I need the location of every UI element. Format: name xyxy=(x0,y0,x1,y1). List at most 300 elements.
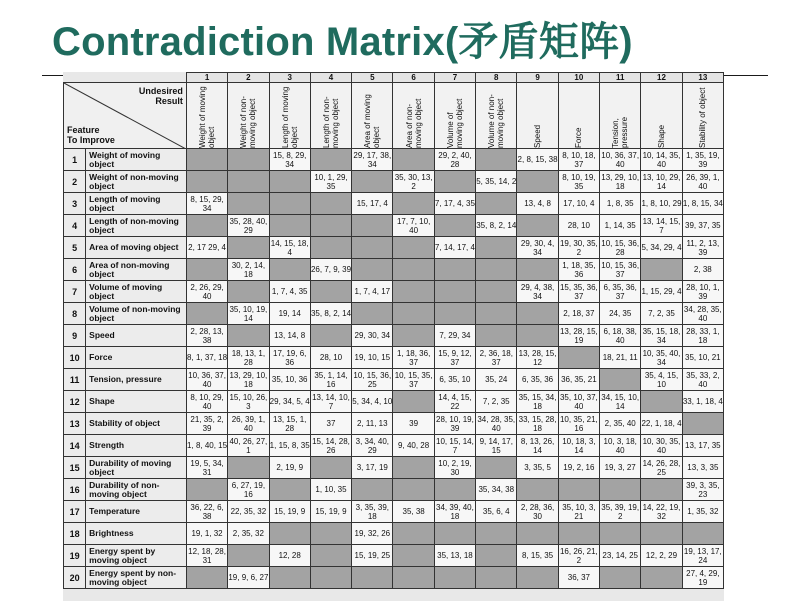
matrix-cell-empty xyxy=(310,523,351,545)
matrix-cell-empty xyxy=(434,259,475,281)
matrix-cell: 10, 15, 35, 37 xyxy=(394,370,433,389)
matrix-cell: 15, 17, 4 xyxy=(352,193,393,215)
matrix-cell-empty xyxy=(641,523,682,545)
matrix-cell: 2, 17 29, 4 xyxy=(186,237,227,259)
matrix-cell: 10, 15, 36, 25 xyxy=(353,370,392,389)
row-number: 5 xyxy=(64,237,86,259)
matrix-cell: 1, 18, 36, 37 xyxy=(393,347,434,369)
matrix-row xyxy=(64,501,724,523)
row-number: 20 xyxy=(64,567,86,589)
matrix-cell: 13, 3, 35 xyxy=(682,457,723,479)
matrix-cell: 26, 7, 9, 39 xyxy=(310,259,351,281)
matrix-cell: 10, 35, 40, 34 xyxy=(642,348,681,367)
matrix-cell: 15, 19, 9 xyxy=(310,501,351,523)
matrix-cell-empty xyxy=(434,567,475,589)
matrix-cell-empty xyxy=(434,479,475,501)
matrix-corner-header xyxy=(64,83,187,149)
matrix-cell: 16, 26, 21, 2 xyxy=(559,546,598,565)
matrix-cell: 39, 37, 35 xyxy=(682,215,723,237)
matrix-cell: 35, 15, 18, 34 xyxy=(642,326,681,345)
row-feature-label: Tension, pressure xyxy=(86,369,187,391)
matrix-cell-empty xyxy=(393,325,434,347)
matrix-cell: 5, 34, 4, 10 xyxy=(352,391,393,413)
matrix-cell: 35, 30, 13, 2 xyxy=(394,172,433,191)
row-number: 18 xyxy=(64,523,86,545)
matrix-cell: 1, 8, 10, 29 xyxy=(641,193,682,215)
matrix-cell: 17, 7, 10, 40 xyxy=(393,215,434,237)
row-feature-label: Shape xyxy=(86,391,187,413)
row-number: 1 xyxy=(64,149,86,171)
matrix-cell: 5, 35, 14, 2 xyxy=(476,171,517,193)
matrix-cell: 1, 15, 29, 4 xyxy=(641,281,682,303)
matrix-cell-empty xyxy=(310,545,351,567)
matrix-cell: 2, 28, 36, 30 xyxy=(517,501,558,523)
matrix-cell-empty xyxy=(352,215,393,237)
matrix-cell: 8, 10, 19, 35 xyxy=(558,171,599,193)
matrix-cell-empty xyxy=(434,215,475,237)
row-feature-label: Area of non-moving object xyxy=(86,259,187,281)
column-number: 8 xyxy=(476,73,517,83)
column-number: 5 xyxy=(352,73,393,83)
matrix-cell-empty xyxy=(641,479,682,501)
matrix-cell: 2, 11, 13 xyxy=(352,413,393,435)
matrix-cell-empty xyxy=(393,391,434,413)
row-number: 14 xyxy=(64,435,86,457)
matrix-cell: 28, 10 xyxy=(558,215,599,237)
column-header-label: Stability of object xyxy=(698,87,708,148)
matrix-cell-empty xyxy=(434,281,475,303)
column-header xyxy=(558,83,599,149)
column-header xyxy=(186,83,227,149)
matrix-cell: 26, 39, 1, 40 xyxy=(228,413,269,435)
matrix-cell: 15, 19, 25 xyxy=(352,545,393,567)
matrix-cell-empty xyxy=(393,545,434,567)
matrix-cell: 6, 35, 36 xyxy=(517,369,558,391)
matrix-cell: 13, 28, 15, 19 xyxy=(559,326,598,345)
matrix-cell: 8, 15, 35 xyxy=(517,545,558,567)
matrix-cell: 15, 35, 36, 37 xyxy=(559,282,598,301)
matrix-cell: 29, 17, 38, 34 xyxy=(353,150,392,169)
matrix-cell: 35, 6, 4 xyxy=(476,501,517,523)
row-feature-label: Brightness xyxy=(86,523,187,545)
matrix-cell-empty xyxy=(352,171,393,193)
matrix-cell: 2, 18, 37 xyxy=(558,303,599,325)
matrix-cell: 12, 2, 29 xyxy=(641,545,682,567)
row-number: 4 xyxy=(64,215,86,237)
matrix-cell: 34, 28, 35, 40 xyxy=(683,304,722,323)
matrix-cell-empty xyxy=(269,523,310,545)
matrix-cell: 35, 28, 40, 29 xyxy=(229,216,268,235)
matrix-cell-empty xyxy=(476,149,517,171)
matrix-cell: 35, 10, 36 xyxy=(269,369,310,391)
matrix-cell-empty xyxy=(517,325,558,347)
matrix-cell: 6, 18, 38, 40 xyxy=(600,325,641,347)
matrix-cell: 26, 39, 1, 40 xyxy=(682,171,723,193)
matrix-row xyxy=(64,259,724,281)
matrix-cell-empty xyxy=(228,171,269,193)
column-number: 3 xyxy=(269,73,310,83)
matrix-cell: 10, 36, 37, 40 xyxy=(188,370,226,389)
matrix-row xyxy=(64,171,724,193)
matrix-cell: 13, 15, 1, 28 xyxy=(269,413,310,435)
column-header-label: Volume of non-moving object xyxy=(487,94,506,148)
column-header xyxy=(434,83,475,149)
matrix-cell-empty xyxy=(682,413,723,435)
matrix-row xyxy=(64,149,724,171)
matrix-cell-empty xyxy=(269,259,310,281)
matrix-cell: 19, 32, 26 xyxy=(352,523,393,545)
matrix-cell-empty xyxy=(352,303,393,325)
matrix-cell: 1, 15, 8, 35 xyxy=(269,435,310,457)
row-number: 17 xyxy=(64,501,86,523)
matrix-cell: 40, 26, 27, 1 xyxy=(229,436,268,455)
row-number: 12 xyxy=(64,391,86,413)
matrix-cell: 22, 1, 18, 4 xyxy=(641,413,682,435)
matrix-cell: 19, 30, 35, 2 xyxy=(559,238,598,257)
matrix-cell: 7, 14, 17, 4 xyxy=(434,237,475,259)
column-header-label: Length of non-moving object xyxy=(322,96,340,148)
matrix-row xyxy=(64,281,724,303)
matrix-cell-empty xyxy=(393,303,434,325)
column-header-label: Force xyxy=(574,127,584,148)
matrix-cell-empty xyxy=(310,325,351,347)
matrix-cell: 6, 35, 10 xyxy=(434,369,475,391)
matrix-cell: 6, 35, 36, 37 xyxy=(600,281,641,303)
matrix-cell: 13, 4, 8 xyxy=(517,193,558,215)
matrix-cell: 3, 35, 5 xyxy=(517,457,558,479)
matrix-cell-empty xyxy=(558,479,599,501)
matrix-cell-empty xyxy=(310,457,351,479)
matrix-cell: 2, 8, 15, 38 xyxy=(517,149,558,171)
column-header xyxy=(476,83,517,149)
column-number: 2 xyxy=(228,73,269,83)
matrix-cell: 2, 36, 18, 37 xyxy=(476,347,517,369)
matrix-cell-empty xyxy=(517,215,558,237)
column-number: 13 xyxy=(682,73,723,83)
matrix-cell: 29, 4, 38, 34 xyxy=(517,281,558,303)
column-number: 4 xyxy=(310,73,351,83)
matrix-cell: 37 xyxy=(310,413,351,435)
column-header xyxy=(517,83,558,149)
matrix-cell: 39 xyxy=(393,413,434,435)
matrix-cell: 29, 30, 4, 34 xyxy=(517,237,558,259)
corner-bottom-line-1: Feature xyxy=(67,125,100,135)
matrix-cell-empty xyxy=(558,523,599,545)
matrix-cell: 2, 19, 9 xyxy=(269,457,310,479)
matrix-cell-empty xyxy=(228,457,269,479)
row-number: 6 xyxy=(64,259,86,281)
matrix-cell: 28, 10 xyxy=(310,347,351,369)
matrix-cell: 9, 14, 17, 15 xyxy=(476,435,517,457)
column-number: 12 xyxy=(641,73,682,83)
matrix-cell: 24, 35 xyxy=(600,303,641,325)
row-feature-label: Energy spent by moving object xyxy=(86,545,187,567)
matrix-cell: 1, 8, 40, 15 xyxy=(186,435,227,457)
matrix-cell-empty xyxy=(186,149,227,171)
matrix-cell-empty xyxy=(186,215,227,237)
column-header-row xyxy=(64,83,724,149)
matrix-cell-empty xyxy=(682,523,723,545)
matrix-cell: 36, 37 xyxy=(558,567,599,589)
contradiction-matrix xyxy=(63,72,724,601)
matrix-cell-empty xyxy=(517,523,558,545)
matrix-cell: 18, 13, 1, 28 xyxy=(228,347,269,369)
matrix-cell-empty xyxy=(352,479,393,501)
matrix-cell-empty xyxy=(434,523,475,545)
matrix-cell: 36, 22, 6, 38 xyxy=(186,501,227,523)
matrix-row xyxy=(64,457,724,479)
matrix-cell: 15, 14, 28, 26 xyxy=(312,436,350,455)
matrix-cell: 1, 18, 35, 36 xyxy=(558,259,599,281)
matrix-cell-empty xyxy=(186,303,227,325)
matrix-cell: 34, 15, 10, 14 xyxy=(601,392,640,411)
slide-title: Contradiction Matrix(矛盾矩阵) xyxy=(52,20,633,64)
matrix-row xyxy=(64,347,724,369)
column-header xyxy=(393,83,434,149)
matrix-cell: 3, 35, 39, 18 xyxy=(352,501,393,523)
matrix-cell-empty xyxy=(393,479,434,501)
matrix-cell: 7, 2, 35 xyxy=(641,303,682,325)
matrix-cell: 6, 27, 19, 16 xyxy=(228,479,269,501)
matrix-cell: 19, 10, 15 xyxy=(352,347,393,369)
matrix-cell: 35, 39, 19, 2 xyxy=(601,502,640,521)
matrix-cell: 19, 2, 16 xyxy=(558,457,599,479)
matrix-cell-empty xyxy=(476,281,517,303)
matrix-cell: 28, 33, 1, 18 xyxy=(682,325,723,347)
matrix-row xyxy=(64,193,724,215)
matrix-cell-empty xyxy=(641,567,682,589)
row-feature-label: Stability of object xyxy=(86,413,187,435)
matrix-cell: 10, 30, 35, 40 xyxy=(642,436,681,455)
row-number: 2 xyxy=(64,171,86,193)
matrix-body xyxy=(64,149,724,589)
matrix-cell: 8, 1, 37, 18 xyxy=(186,347,227,369)
matrix-cell: 23, 14, 25 xyxy=(600,545,641,567)
matrix-cell: 13, 29, 10, 18 xyxy=(601,172,640,191)
matrix-cell: 15, 8, 29, 34 xyxy=(269,149,310,171)
matrix-cell: 3, 34, 40, 29 xyxy=(352,435,393,457)
matrix-cell: 10, 35, 21, 16 xyxy=(559,414,598,433)
matrix-row xyxy=(64,369,724,391)
matrix-cell-empty xyxy=(228,149,269,171)
column-number: 6 xyxy=(393,73,434,83)
matrix-cell: 29, 2, 40, 28 xyxy=(434,149,475,171)
matrix-cell-empty xyxy=(186,567,227,589)
matrix-cell: 35, 38 xyxy=(393,501,434,523)
undesired-result-label xyxy=(139,86,183,106)
matrix-cell: 10, 3, 18, 40 xyxy=(600,435,641,457)
matrix-row xyxy=(64,413,724,435)
row-number: 10 xyxy=(64,347,86,369)
matrix-cell: 13, 17, 35 xyxy=(682,435,723,457)
row-feature-label: Length of moving object xyxy=(86,193,187,215)
column-header-label: Volume of moving object xyxy=(445,98,464,148)
matrix-cell-empty xyxy=(476,523,517,545)
matrix-cell-empty xyxy=(310,215,351,237)
matrix-cell: 19, 5, 34, 31 xyxy=(186,457,227,479)
matrix-cell: 35, 15, 34, 18 xyxy=(518,392,557,411)
matrix-cell: 1, 8, 15, 34 xyxy=(682,193,723,215)
matrix-cell: 35, 4, 15, 10 xyxy=(641,369,682,391)
matrix-cell: 2, 38 xyxy=(682,259,723,281)
column-header xyxy=(228,83,269,149)
matrix-cell: 34, 39, 40, 18 xyxy=(436,502,474,521)
matrix-cell-empty xyxy=(352,259,393,281)
matrix-cell: 13, 29, 10, 18 xyxy=(229,370,268,389)
matrix-cell-empty xyxy=(434,303,475,325)
matrix-cell-empty xyxy=(186,259,227,281)
matrix-cell: 8, 13, 26, 14 xyxy=(517,435,558,457)
column-header xyxy=(600,83,641,149)
matrix-cell: 14, 26, 28, 25 xyxy=(642,458,681,477)
column-header xyxy=(310,83,351,149)
matrix-cell-empty xyxy=(269,567,310,589)
matrix-cell-empty xyxy=(352,567,393,589)
matrix-row xyxy=(64,325,724,347)
matrix-cell-empty xyxy=(393,281,434,303)
matrix-cell-empty xyxy=(476,545,517,567)
matrix-cell-empty xyxy=(186,479,227,501)
matrix-cell-empty xyxy=(434,171,475,193)
matrix-cell-empty xyxy=(393,259,434,281)
matrix-cell-empty xyxy=(558,347,599,369)
matrix-cell: 5, 34, 29, 4 xyxy=(641,237,682,259)
column-number: 1 xyxy=(186,73,227,83)
matrix-cell: 28, 10, 19, 39 xyxy=(436,414,474,433)
matrix-cell: 35, 34, 38 xyxy=(476,479,517,501)
row-feature-label: Durability of moving object xyxy=(86,457,187,479)
matrix-cell: 3, 17, 19 xyxy=(352,457,393,479)
matrix-cell-empty xyxy=(269,479,310,501)
matrix-cell: 1, 35, 19, 39 xyxy=(682,149,723,171)
column-header xyxy=(682,83,723,149)
matrix-cell: 35, 10, 3, 21 xyxy=(558,501,599,523)
matrix-cell: 7, 29, 34 xyxy=(434,325,475,347)
matrix-cell: 10, 15, 36, 37 xyxy=(601,260,640,279)
matrix-cell-empty xyxy=(600,369,641,391)
matrix-cell: 33, 15, 28, 18 xyxy=(518,414,557,433)
row-feature-label: Weight of moving object xyxy=(86,149,187,171)
row-feature-label: Length of non-moving object xyxy=(86,215,187,237)
matrix-cell: 11, 2, 13, 39 xyxy=(682,237,723,259)
matrix-cell: 15, 9, 12, 37 xyxy=(434,347,475,369)
matrix-cell: 35, 33, 2, 40 xyxy=(682,369,723,391)
matrix-cell: 8, 10, 29, 40 xyxy=(186,391,227,413)
matrix-cell: 12, 28 xyxy=(269,545,310,567)
corner-bottom-line-2: To Improve xyxy=(67,135,115,145)
matrix-cell: 18, 21, 11 xyxy=(600,347,641,369)
matrix-cell-empty xyxy=(228,193,269,215)
matrix-cell-empty xyxy=(393,457,434,479)
matrix-cell: 2, 35, 32 xyxy=(228,523,269,545)
matrix-cell-empty xyxy=(517,303,558,325)
matrix-cell-empty xyxy=(641,391,682,413)
matrix-cell: 35, 10, 37, 40 xyxy=(559,392,598,411)
matrix-row xyxy=(64,303,724,325)
matrix-cell: 1, 10, 35 xyxy=(310,479,351,501)
column-header xyxy=(641,83,682,149)
matrix-cell: 2, 28, 13, 38 xyxy=(186,325,227,347)
matrix-cell-empty xyxy=(228,281,269,303)
matrix-cell-empty xyxy=(393,149,434,171)
matrix-cell: 27, 4, 29, 19 xyxy=(682,567,723,589)
matrix-cell: 35, 24 xyxy=(476,369,517,391)
matrix-cell: 1, 7, 4, 17 xyxy=(352,281,393,303)
row-feature-label: Volume of moving object xyxy=(86,281,187,303)
column-header-label: Area of non-moving object xyxy=(404,98,423,148)
column-header-label: Speed xyxy=(533,124,543,148)
corner-top-line-1: Undesired xyxy=(138,86,183,96)
matrix-cell-empty xyxy=(228,237,269,259)
matrix-cell: 29, 30, 34 xyxy=(352,325,393,347)
matrix-cell: 9, 40, 28 xyxy=(393,435,434,457)
matrix-cell: 17, 10, 4 xyxy=(558,193,599,215)
matrix-cell-empty xyxy=(352,237,393,259)
matrix-cell-empty xyxy=(393,523,434,545)
matrix-cell-empty xyxy=(310,237,351,259)
matrix-cell: 35, 10, 21 xyxy=(682,347,723,369)
matrix-cell-empty xyxy=(517,479,558,501)
matrix-cell: 35, 8, 2, 14 xyxy=(476,215,517,237)
matrix-cell: 19, 13, 17, 24 xyxy=(683,546,722,565)
matrix-row xyxy=(64,237,724,259)
matrix-cell: 1, 7, 4, 35 xyxy=(269,281,310,303)
column-number: 11 xyxy=(600,73,641,83)
matrix-cell: 34, 28, 35, 40 xyxy=(477,414,516,433)
column-header-label: Weight of non-moving object xyxy=(239,96,258,148)
matrix-cell-empty xyxy=(393,237,434,259)
column-number: 10 xyxy=(558,73,599,83)
matrix-cell: 19, 14 xyxy=(269,303,310,325)
matrix-cell: 12, 18, 28, 31 xyxy=(188,546,226,565)
row-feature-label: Durability of non-moving object xyxy=(86,479,187,501)
matrix-cell-empty xyxy=(517,171,558,193)
matrix-cell: 19, 9, 6, 27 xyxy=(228,567,269,589)
matrix-cell-empty xyxy=(310,281,351,303)
row-number: 11 xyxy=(64,369,86,391)
matrix-cell: 10, 36, 37, 40 xyxy=(601,150,640,169)
row-feature-label: Strength xyxy=(86,435,187,457)
matrix-cell: 10, 15, 14, 7 xyxy=(436,436,474,455)
matrix-cell: 2, 26, 29, 40 xyxy=(186,281,227,303)
matrix-row xyxy=(64,545,724,567)
matrix-cell-empty xyxy=(641,259,682,281)
matrix-cell: 29, 34, 5, 4 xyxy=(269,391,310,413)
matrix-row xyxy=(64,567,724,589)
matrix-cell-empty xyxy=(476,303,517,325)
matrix-cell-empty xyxy=(600,479,641,501)
matrix-cell-empty xyxy=(310,567,351,589)
column-header-label: Area of moving object xyxy=(363,94,382,148)
matrix-cell: 19, 1, 32 xyxy=(186,523,227,545)
matrix-cell: 1, 14, 35 xyxy=(600,215,641,237)
matrix-cell: 10, 18, 3, 14 xyxy=(558,435,599,457)
matrix-cell-empty xyxy=(393,193,434,215)
matrix-cell-empty xyxy=(228,325,269,347)
row-feature-label: Weight of non-moving object xyxy=(86,171,187,193)
matrix-cell: 19, 3, 27 xyxy=(600,457,641,479)
matrix-cell-empty xyxy=(600,523,641,545)
row-feature-label: Speed xyxy=(86,325,187,347)
matrix-cell-empty xyxy=(476,325,517,347)
column-header xyxy=(352,83,393,149)
matrix-cell: 35, 13, 18 xyxy=(434,545,475,567)
row-number: 13 xyxy=(64,413,86,435)
matrix-row xyxy=(64,479,724,501)
matrix-row xyxy=(64,391,724,413)
matrix-cell: 2, 35, 40 xyxy=(600,413,641,435)
row-number: 7 xyxy=(64,281,86,303)
